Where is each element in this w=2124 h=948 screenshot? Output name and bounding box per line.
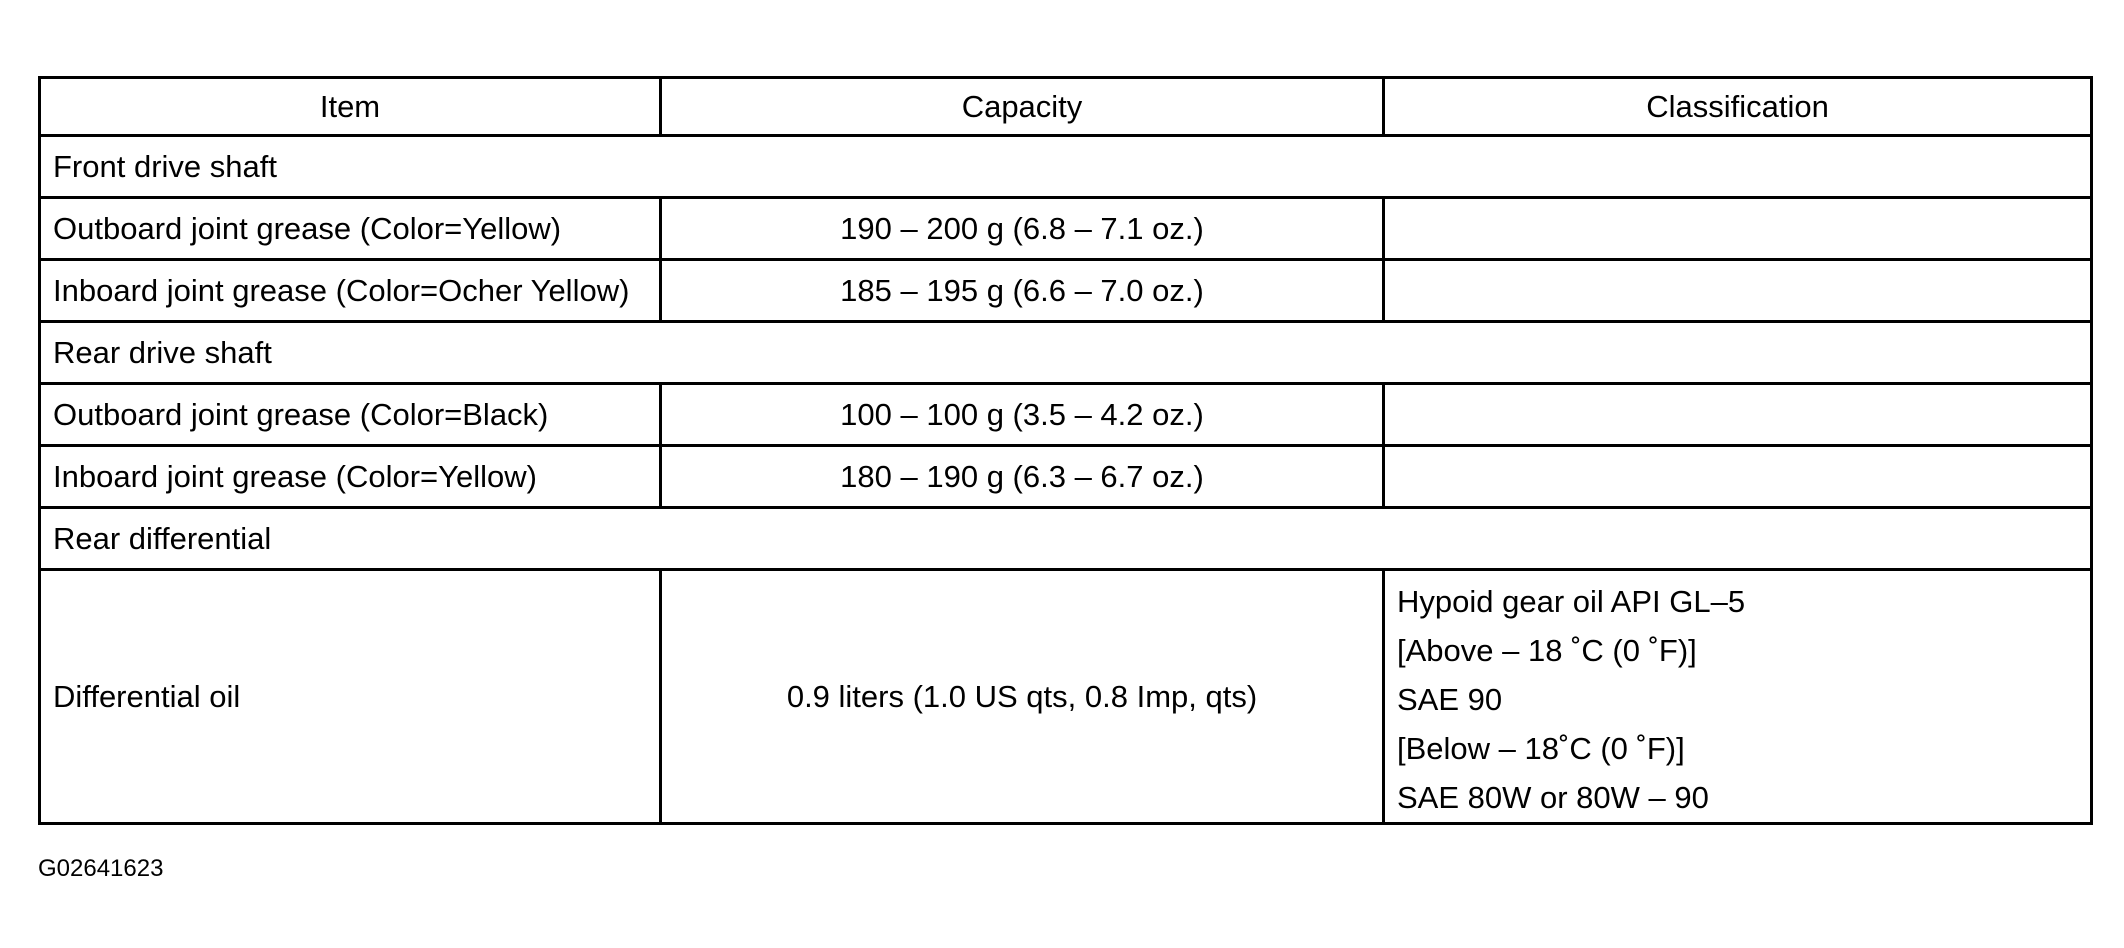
classification-cell xyxy=(1384,446,2092,508)
table-row xyxy=(40,384,2092,446)
classification-line: [Above – 18 ˚C (0 ˚F)] xyxy=(1397,633,1697,668)
section-row-rear-differential xyxy=(40,508,2092,570)
classification-line: Hypoid gear oil API GL–5 xyxy=(1397,584,1746,619)
capacity-cell: 190 – 200 g (6.8 – 7.1 oz.) xyxy=(661,198,1384,260)
capacity-cell: 185 – 195 g (6.6 – 7.0 oz.) xyxy=(661,260,1384,322)
section-label: Rear drive shaft xyxy=(40,322,2092,384)
item-cell: Outboard joint grease (Color=Yellow) xyxy=(40,198,661,260)
section-label: Front drive shaft xyxy=(40,136,2092,198)
item-cell: Inboard joint grease (Color=Ocher Yellow) xyxy=(40,260,661,322)
column-header-capacity: Capacity xyxy=(661,78,1384,136)
classification-line: [Below – 18˚C (0 ˚F)] xyxy=(1397,731,1685,766)
table-row xyxy=(40,198,2092,260)
section-row-rear-drive-shaft xyxy=(40,322,2092,384)
spec-table xyxy=(38,76,2093,825)
classification-cell xyxy=(1384,260,2092,322)
section-row-front-drive-shaft xyxy=(40,136,2092,198)
table-row xyxy=(40,260,2092,322)
capacity-cell: 0.9 liters (1.0 US qts, 0.8 Imp, qts) xyxy=(661,570,1384,824)
column-header-item: Item xyxy=(40,78,661,136)
item-cell: Inboard joint grease (Color=Yellow) xyxy=(40,446,661,508)
classification-cell xyxy=(1384,570,2092,824)
table-row xyxy=(40,570,2092,824)
classification-line: SAE 80W or 80W – 90 xyxy=(1397,780,1709,815)
table-header-row xyxy=(40,78,2092,136)
classification-cell xyxy=(1384,198,2092,260)
item-cell: Outboard joint grease (Color=Black) xyxy=(40,384,661,446)
item-cell: Differential oil xyxy=(40,570,661,824)
classification-cell xyxy=(1384,384,2092,446)
section-label: Rear differential xyxy=(40,508,2092,570)
capacity-cell: 100 – 100 g (3.5 – 4.2 oz.) xyxy=(661,384,1384,446)
table-row xyxy=(40,446,2092,508)
figure-id: G02641623 xyxy=(38,855,164,882)
classification-line: SAE 90 xyxy=(1397,682,1503,717)
capacity-cell: 180 – 190 g (6.3 – 6.7 oz.) xyxy=(661,446,1384,508)
column-header-classification: Classification xyxy=(1384,78,2092,136)
